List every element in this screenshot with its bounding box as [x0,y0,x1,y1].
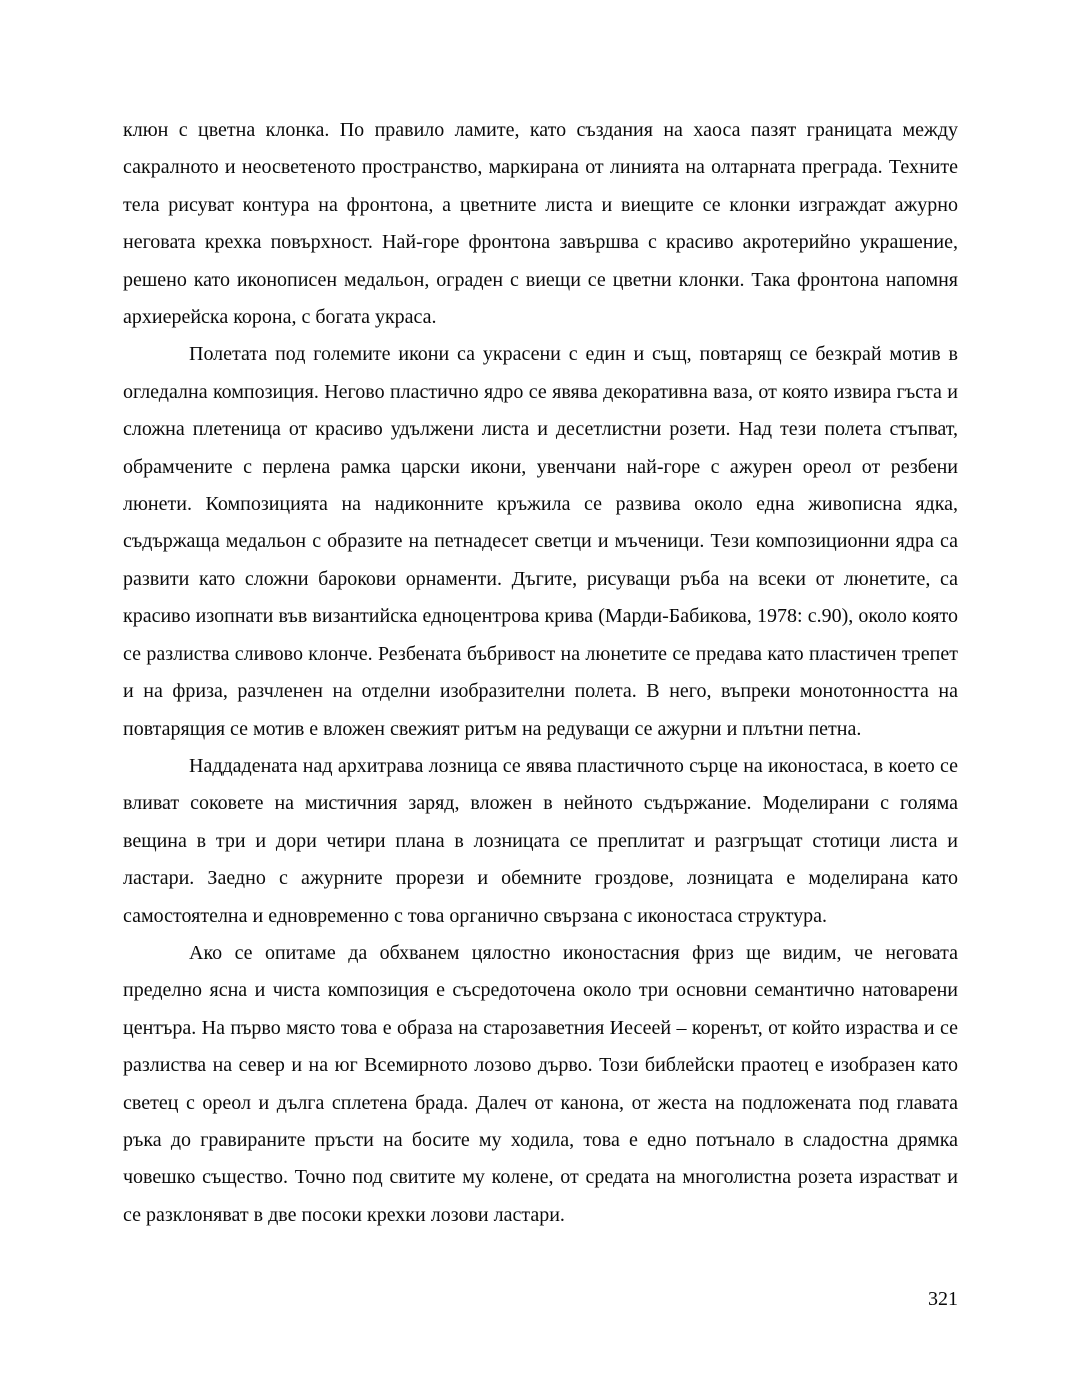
paragraph-1: клюн с цветна клонка. По правило ламите, като създания на хаоса пазят границата между сакралното и неосветеното пространство, маркирана от линията на олтарната преграда. Техните тела рисуват контура на фронтона, а цветните листа и виещите се клонки изграждат ажурно неговата крехка повърхност. Най-горе фронтона завършва с красиво акротерийно украшение, решено като иконописен медальон, ограден с виещи се цветни клонки. Така фронтона напомня архиерейска корона, с богата украса. [123,119,958,329]
paragraph-2: Полетата под големите икони са украсени с един и същ, повтарящ се безкрай мотив в огледална композиция. Негово пластично ядро се явява декоративна ваза, от която извира гъста и сложна плетеница от красиво удължени листа и десетлистни розети. Над тези полета стъпват, обрамчените с перлена рамка царски икони, увенчани най-горе с ажурен ореол от резбени люнети. Композицията на надиконните кръжила се развива около една живописна ядка, съдържаща медальон с образите на петнадесет светци и мъченици. Тези композиционни ядра са развити като сложни барокови орнаменти. Дъгите, рисуващи ръба на всеки от люнетите, са красиво изопнати във византийска едноцентрова крива (Марди-Бабикова, 1978: с.90), около която се разлиства сливово клонче. Резбената бъбривост на люнетите се предава като пластичен трепет и на фриза, разчленен на отделни изобразителни полета. В него, въпреки монотонността на повтарящия се мотив е вложен свежият ритъм на редуващи се ажурни и плътни петна. [123,343,958,740]
paragraph-3: Наддадената над архитрава лозница се явява пластичното сърце на иконостаса, в което се вливат соковете на мистичния заряд, вложен в нейното съдържание. Моделирани с голяма вещина в три и дори четири плана в лозницата се преплитат и разгръщат стотици листа и ластари. Заедно с ажурните прорези и обемните гроздове, лозницата е моделирана като самостоятелна и едновременно с това органично свързана с иконостаса структура. [123,754,958,927]
paragraph-4: Ако се опитаме да обхванем цялостно иконостасния фриз ще видим, че неговата пределно ясна и чиста композиция е съсредоточена около три основни семантично натоварени центъра. На първо място това е образа на старозаветния Иесеей – коренът, от който израства и се разлиства на север и на юг Всемирното лозово дърво. Този библейски праотец е изобразен като светец с ореол и дълга сплетена брада. Далеч от канона, от жеста на подложената под главата ръка до гравираните пръсти на босите му ходила, това е едно потънало в сладостна дрямка човешко същество. Точно под свитите му колене, от средата на многолистна розета израстват и се разклоняват в две посоки крехки лозови ластари. [123,941,958,1226]
page-number: 321 [928,1288,958,1310]
text-block [123,112,958,1234]
